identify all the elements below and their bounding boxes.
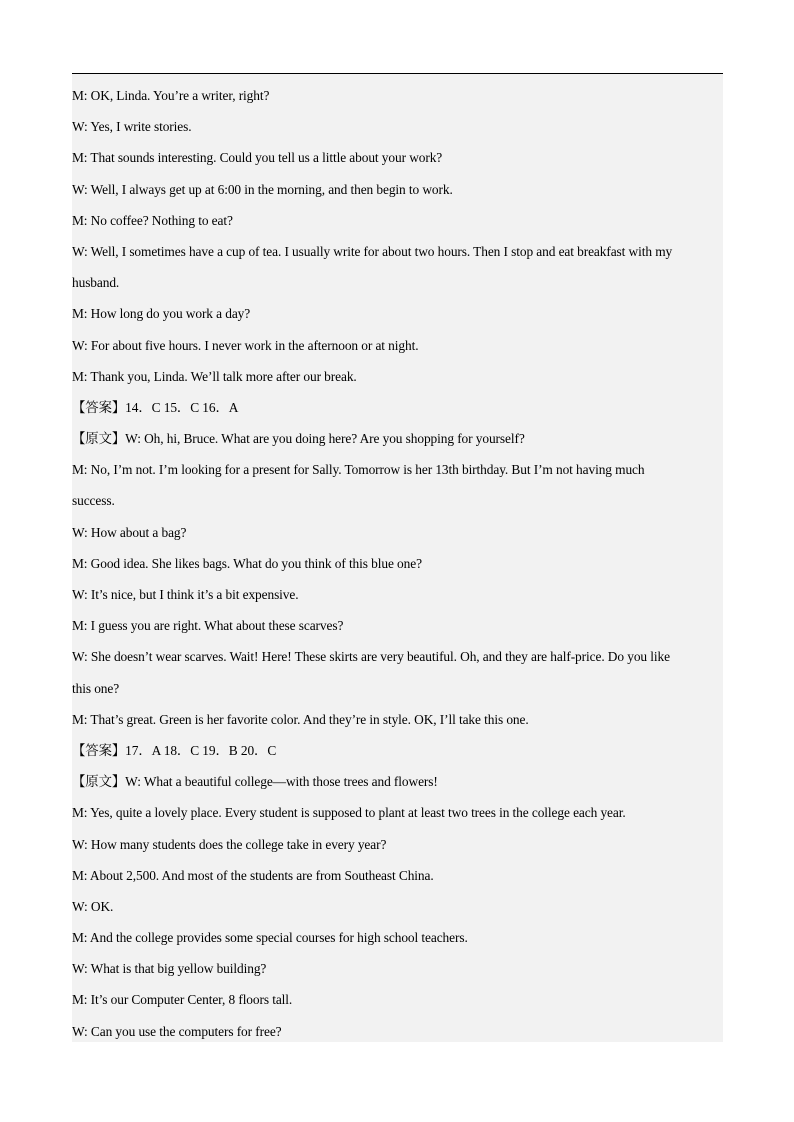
- text-line: W: How about a bag?: [72, 524, 187, 540]
- text-line: W: It’s nice, but I think it’s a bit expensive.: [72, 587, 299, 602]
- text-line: M: It’s our Computer Center, 8 floors tall.: [72, 992, 293, 1008]
- text-line: M: How long do you work a day?: [72, 306, 251, 322]
- answer-line: 【答案】14．C 15．C 16．A: [72, 399, 239, 415]
- text-line: M: That sounds interesting. Could you tell us a little about your work?: [72, 150, 443, 166]
- text-line: M: Thank you, Linda. We’ll talk more after our break.: [72, 368, 357, 384]
- answer-line: 【答案】17．A 18．C 19．B 20．C: [72, 742, 277, 758]
- text-line: W: For about five hours. I never work in the afternoon or at night.: [72, 337, 419, 353]
- text-line: W: OK.: [72, 898, 114, 914]
- text-line: M: Good idea. She likes bags. What do you think of this blue one?: [72, 555, 422, 571]
- text-line: M: No coffee? Nothing to eat?: [72, 212, 233, 228]
- text-line: W: Can you use the computers for free?: [72, 1023, 282, 1039]
- text-line: M: About 2,500. And most of the students are from Southeast China.: [72, 867, 434, 883]
- text-line: W: What is that big yellow building?: [72, 961, 267, 977]
- text-line: this one?: [72, 680, 120, 696]
- text-line: M: Yes, quite a lovely place. Every student is supposed to plant at least two trees in the college each year.: [72, 805, 626, 821]
- text-line: M: That’s great. Green is her favorite color. And they’re in style. OK, I’ll take this one.: [72, 711, 529, 727]
- text-line: success.: [72, 493, 115, 509]
- text-line: W: She doesn’t wear scarves. Wait! Here! These skirts are very beautiful. Oh, and they are half-price. Do you like: [72, 649, 670, 665]
- text-line: W: Well, I always get up at 6:00 in the morning, and then begin to work.: [72, 181, 453, 197]
- text-line: W: Well, I sometimes have a cup of tea. I usually write for about two hours. Then I stop and eat breakfast with my: [72, 243, 673, 259]
- transcript-line: 【原文】W: Oh, hi, Bruce. What are you doing here? Are you shopping for yourself?: [72, 431, 525, 447]
- text-line: M: I guess you are right. What about these scarves?: [72, 618, 344, 634]
- text-line: husband.: [72, 275, 120, 291]
- transcript-line: 【原文】W: What a beautiful college—with those trees and flowers!: [72, 774, 438, 790]
- text-line: M: No, I’m not. I’m looking for a present for Sally. Tomorrow is her 13th birthday. But I’m not having much: [72, 462, 645, 478]
- text-line: M: And the college provides some special courses for high school teachers.: [72, 930, 468, 946]
- text-line: W: Yes, I write stories.: [72, 119, 192, 135]
- document-body: [72, 73, 723, 1042]
- text-line: W: How many students does the college take in every year?: [72, 836, 387, 852]
- text-line: M: OK, Linda. You’re a writer, right?: [72, 88, 270, 103]
